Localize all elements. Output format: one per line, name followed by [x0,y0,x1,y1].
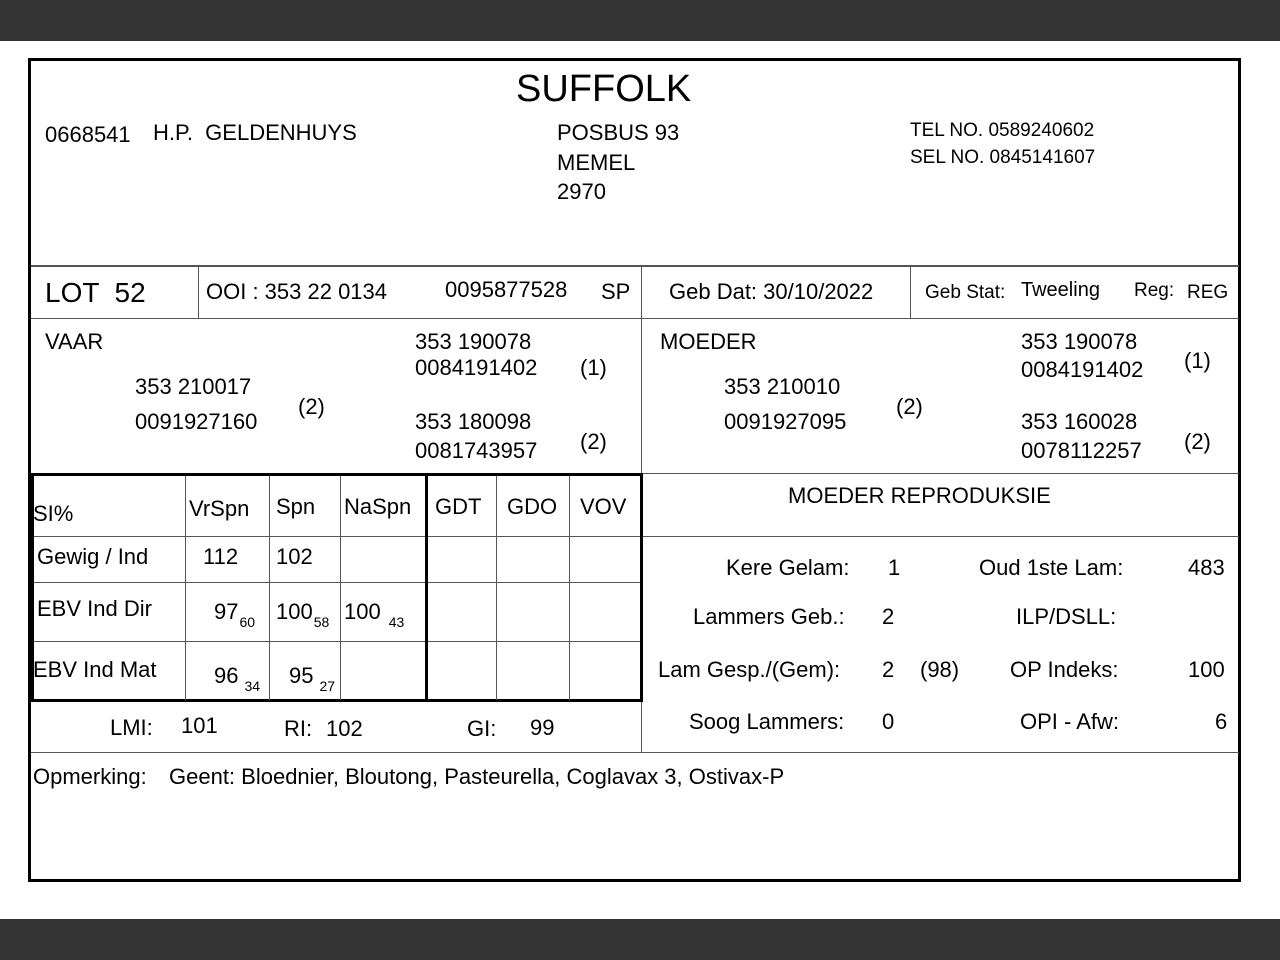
ebv-col-2 [269,476,270,700]
ebv-dir-naspn-accuracy: 43 [388,614,405,630]
ebv-bottom-border [31,699,643,702]
sire-grand-sire-number: 0084191402 [415,355,538,380]
ebv-mat-vrspn [214,665,260,693]
birth-date: Geb Dat: 30/10/2022 [669,279,874,304]
ebv-dir-spn-accuracy: 58 [313,614,330,630]
sire-grand-sire-id: 353 190078 [415,329,532,354]
ebv-row-line-2 [31,641,643,642]
ebv-mat-vrspn-value: 96 [214,663,239,688]
ebv-mat-spn [289,665,335,693]
lot-sp: SP [601,279,631,304]
reg-value: REG [1187,282,1229,303]
breeder-name: H.P. GELDENHUYS [153,120,357,145]
dam-grand-dam-id: 353 160028 [1021,409,1138,434]
op-indeks-value: 100 [1188,657,1225,682]
oud-lam-label: Oud 1ste Lam: [979,555,1124,580]
lam-gesp-gem-value: (98) [920,657,960,682]
kere-gelam-value: 1 [888,555,901,580]
dam-grand-sire-mark: (1) [1184,348,1211,373]
ebv-row-line-1 [31,582,643,583]
birth-status-label: Geb Stat: [925,282,1006,303]
ebv-header-vov: VOV [580,494,627,519]
divider-pedigree [642,473,1239,474]
ebv-row-label-gewig: Gewig / Ind [37,544,149,569]
ri-label: RI: [284,716,313,741]
ebv-dir-spn [276,601,329,629]
ebv-col-5 [496,476,497,700]
ebv-header-line [31,536,1239,537]
op-indeks-label: OP Indeks: [1010,657,1119,682]
ri-value: 102 [326,716,363,741]
oud-lam-value: 483 [1188,555,1225,580]
kere-gelam-label: Kere Gelam: [726,555,850,580]
remarks-label: Opmerking: [33,764,147,789]
ebv-dir-spn-value: 100 [276,599,313,624]
ebv-col-1 [185,476,186,700]
tel-number: TEL NO. 0589240602 [910,120,1095,141]
lot-divider-1 [198,266,199,319]
lmi-value: 101 [181,713,218,738]
sire-label: VAAR [45,329,104,354]
ebv-top-border [31,473,643,476]
dam-id: 353 210010 [724,374,841,399]
bottom-frame-bar [0,919,1280,960]
opi-value: 6 [1215,709,1228,734]
ebv-col-3 [340,476,341,700]
ebv-gewig-spn: 102 [276,544,313,569]
lam-gesp-value: 2 [882,657,895,682]
address-line-2: MEMEL [557,150,636,175]
divider-lot [31,318,1239,319]
ebv-mat-spn-value: 95 [289,663,314,688]
dam-grand-dam-mark: (2) [1184,429,1211,454]
ebv-dir-vrspn-value: 97 [214,599,239,624]
dam-mark: (2) [896,394,923,419]
sire-grand-dam-mark: (2) [580,429,607,454]
birth-status-value: Tweeling [1021,279,1100,301]
breeder-number: 0668541 [45,122,131,147]
lot-number: LOT 52 [45,277,146,308]
dam-grand-dam-number: 0078112257 [1021,438,1142,463]
lot-id-number: 0095877528 [445,277,568,302]
ebv-gewig-vrspn: 112 [203,544,239,569]
ebv-dir-naspn-value: 100 [344,599,381,624]
ebv-right-border [640,473,643,702]
soog-label: Soog Lammers: [689,709,845,734]
lmi-label: LMI: [110,715,153,740]
ebv-col-6 [569,476,570,700]
ebv-row-label-dir: EBV Ind Dir [37,596,152,621]
top-frame-bar [0,0,1280,41]
ebv-header-naspn: NaSpn [344,494,412,519]
ebv-dir-vrspn [214,601,255,629]
ebv-mat-vrspn-accuracy: 34 [244,678,261,694]
lot-divider-3 [910,266,911,319]
sire-grand-dam-id: 353 180098 [415,409,532,434]
address-line-1: POSBUS 93 [557,120,680,145]
ilp-label: ILP/DSLL: [1016,604,1117,629]
reg-label: Reg: [1134,280,1175,301]
reproduction-title: MOEDER REPRODUKSIE [788,483,1051,508]
sire-grand-sire-mark: (1) [580,355,607,380]
lam-gesp-label: Lam Gesp./(Gem): [658,657,841,682]
dam-label: MOEDER [660,329,757,354]
remarks-text: Geent: Bloednier, Bloutong, Pasteurella, Coglavax 3, Ostivax-P [169,764,785,789]
ebv-mat-spn-accuracy: 27 [319,678,336,694]
address-line-3: 2970 [557,179,606,204]
ebv-header-gdt: GDT [435,494,482,519]
ebv-header-spn: Spn [276,494,316,519]
lammers-geb-value: 2 [882,604,895,629]
sel-number: SEL NO. 0845141607 [910,147,1096,168]
ooi-number: OOI : 353 22 0134 [206,279,388,304]
sire-id: 353 210017 [135,374,252,399]
dam-grand-sire-id: 353 190078 [1021,329,1138,354]
ebv-dir-vrspn-accuracy: 60 [239,614,256,630]
ebv-row-label-mat: EBV Ind Mat [33,657,157,682]
gi-value: 99 [530,715,555,740]
sire-number: 0091927160 [135,409,258,434]
divider-header [31,265,1239,267]
ebv-dir-naspn [344,601,404,629]
sire-grand-dam-number: 0081743957 [415,438,538,463]
gi-label: GI: [467,716,497,741]
ebv-header-vrspn: VrSpn [189,496,250,521]
sire-mark: (2) [298,394,325,419]
divider-remarks [31,752,1239,753]
opi-label: OPI - Afw: [1020,709,1120,734]
lammers-geb-label: Lammers Geb.: [693,604,845,629]
card [28,58,1241,882]
dam-grand-sire-number: 0084191402 [1021,357,1144,382]
soog-value: 0 [882,709,895,734]
page-title: SUFFOLK [516,68,692,110]
ebv-header-gdo: GDO [507,494,558,519]
ebv-col-4 [425,476,428,700]
ebv-header-si: SI% [33,501,74,526]
dam-number: 0091927095 [724,409,847,434]
